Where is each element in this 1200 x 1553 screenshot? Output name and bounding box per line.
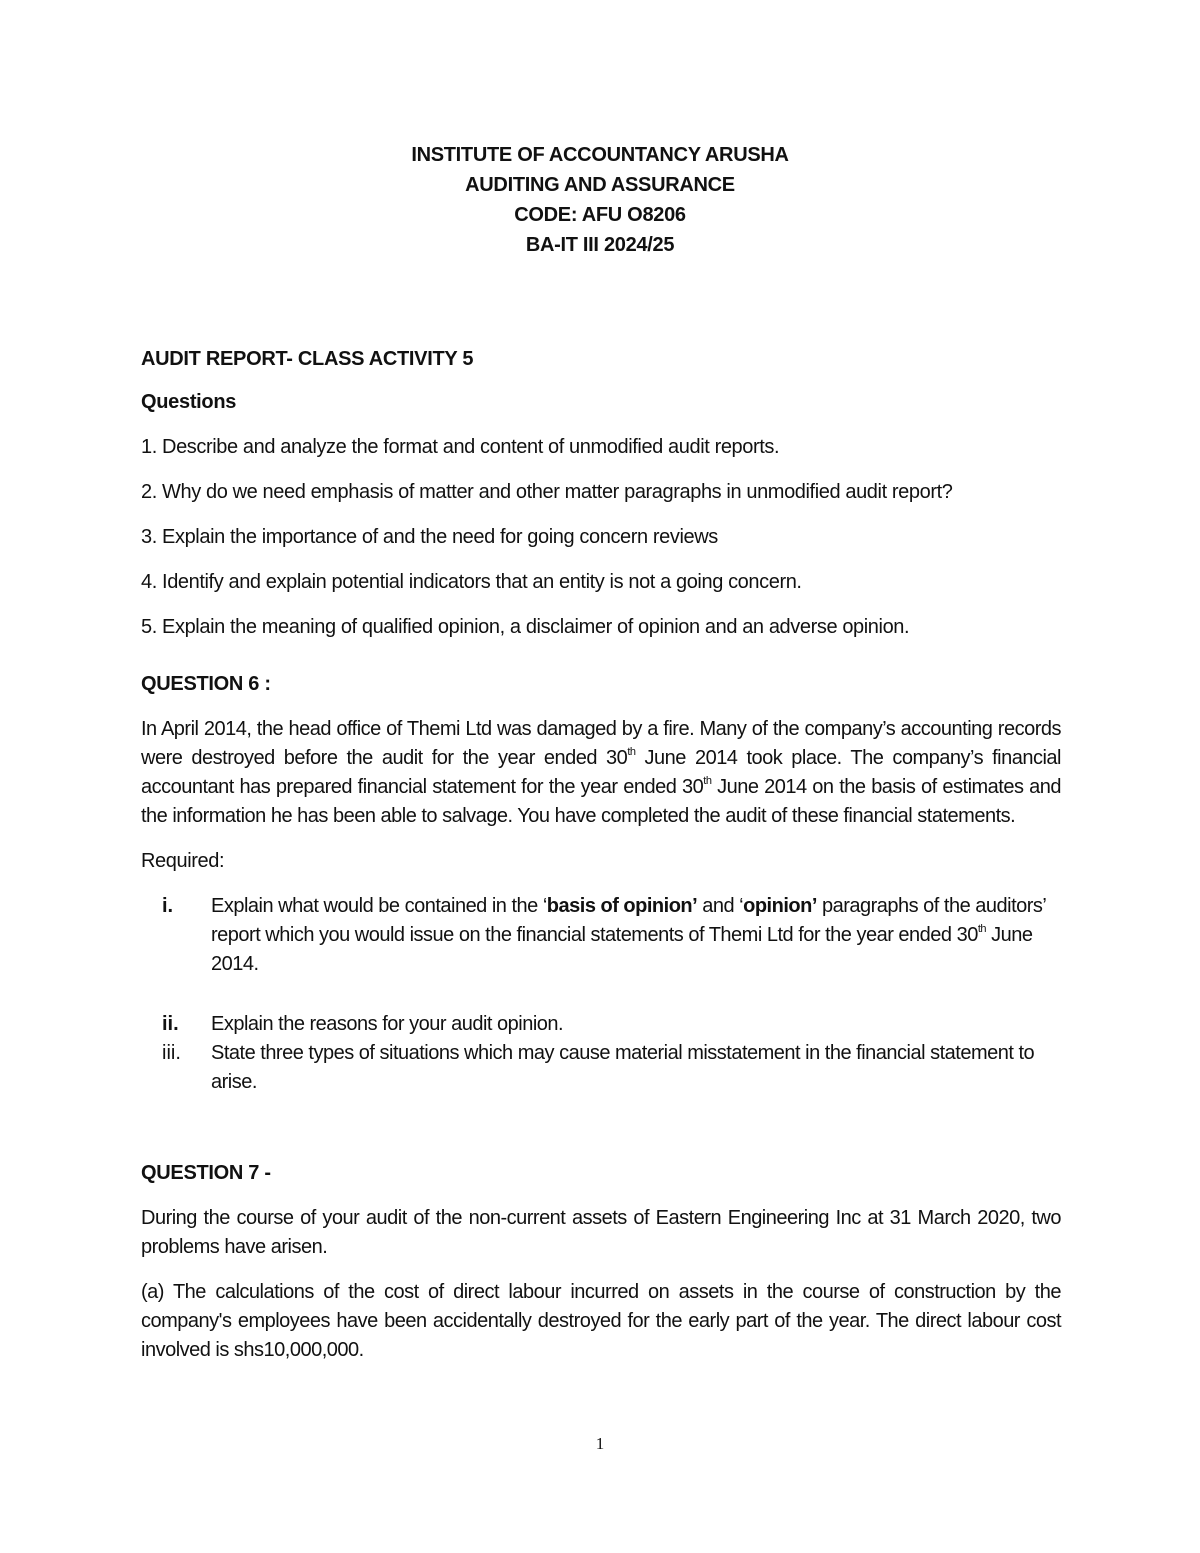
required-label: Required: <box>141 850 225 872</box>
question-item: 1. Describe and analyze the format and content of unmodified audit reports. <box>141 436 780 458</box>
requirement-item: iii. State three types of situations which may cause material misstatement in the financial statement to arise. <box>162 1042 1035 1093</box>
page-number: 1 <box>595 1434 605 1453</box>
course-title: AUDITING AND ASSURANCE <box>465 174 735 196</box>
requirement-item: ii. Explain the reasons for your audit opinion. <box>162 1013 564 1035</box>
questions-list <box>141 433 1061 642</box>
questions-heading: Questions <box>141 391 237 413</box>
question-6-requirements <box>141 892 1061 1097</box>
requirement-item: i. Explain what would be contained in the ‘basis of opinion’ and ‘opinion’ paragraphs of the auditors’ report which you would issue on the financial statements of Themi Ltd for the year ended 30th June 2014. <box>162 895 1046 975</box>
question-7-heading: QUESTION 7 - <box>141 1162 271 1184</box>
question-item: 5. Explain the meaning of qualified opinion, a disclaimer of opinion and an adverse opinion. <box>141 616 910 638</box>
document-body <box>141 345 1061 1365</box>
document-header <box>0 140 1200 260</box>
question-6-scenario: In April 2014, the head office of Themi Ltd was damaged by a fire. Many of the company’s accounting records were destroyed before the audit for the year ended 30th June 2014 took place. The company’s financial accountant has prepared financial statement for the year ended 30th June 2014 on the basis of estimates and the information he has been able to salvage. You have completed the audit of these financial statements. <box>141 718 1062 827</box>
question-6-heading: QUESTION 6 : <box>141 673 271 695</box>
course-code: CODE: AFU O8206 <box>514 204 686 226</box>
activity-title: AUDIT REPORT- CLASS ACTIVITY 5 <box>141 348 474 370</box>
question-item: 3. Explain the importance of and the need for going concern reviews <box>141 526 718 548</box>
question-7-intro: During the course of your audit of the non-current assets of Eastern Engineering Inc at 31 March 2020, two problems have arisen. <box>141 1207 1061 1258</box>
question-item: 4. Identify and explain potential indicators that an entity is not a going concern. <box>141 571 802 593</box>
institution-name: INSTITUTE OF ACCOUNTANCY ARUSHA <box>411 144 789 166</box>
program-year: BA-IT III 2024/25 <box>525 234 675 256</box>
question-7-part-a: (a) The calculations of the cost of direct labour incurred on assets in the course of construction by the company's employees have been accidentally destroyed for the early part of the year. The direct labour cost involved is shs10,000,000. <box>141 1281 1061 1361</box>
question-item: 2. Why do we need emphasis of matter and other matter paragraphs in unmodified audit report? <box>141 481 953 503</box>
